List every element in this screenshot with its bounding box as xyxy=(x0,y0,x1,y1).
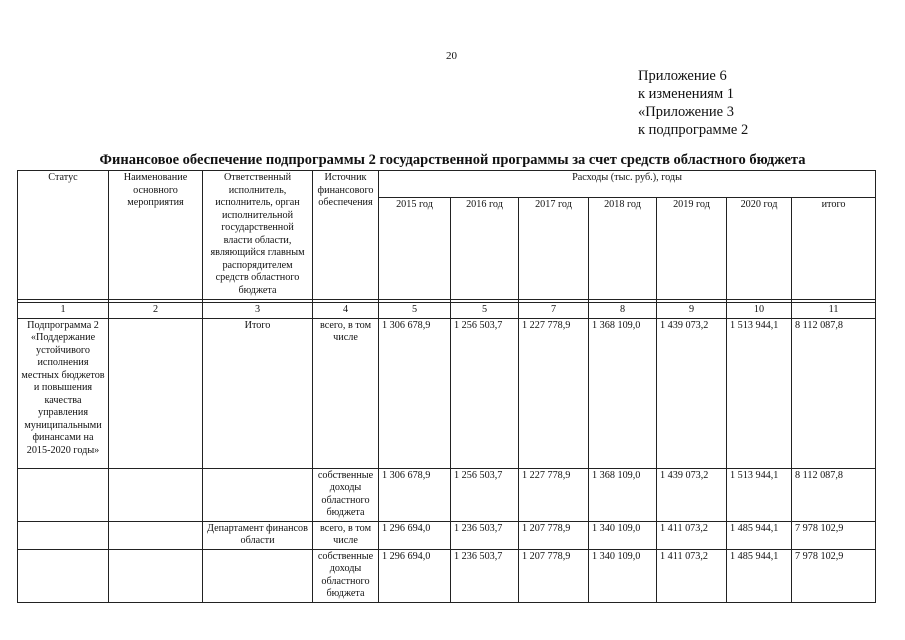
appendix-line: к изменениям 1 xyxy=(638,86,734,102)
row-value: 1 227 778,9 xyxy=(519,468,589,521)
header-status: Статус xyxy=(18,171,109,300)
appendix-line: Приложение 6 xyxy=(638,68,727,84)
appendix-line: «Приложение 3 xyxy=(638,104,734,120)
header-year: 2015 год xyxy=(379,198,451,300)
row-value: 1 296 694,0 xyxy=(379,549,451,602)
table-row xyxy=(18,521,876,549)
row-value: 1 513 944,1 xyxy=(727,468,792,521)
row-value: 1 411 073,2 xyxy=(657,521,727,549)
row-value: 1 306 678,9 xyxy=(379,468,451,521)
row-status xyxy=(18,549,109,602)
row-value: 1 485 944,1 xyxy=(727,549,792,602)
row-source: всего, в том числе xyxy=(313,521,379,549)
row-value: 1 340 109,0 xyxy=(589,549,657,602)
row-value-total: 8 112 087,8 xyxy=(792,468,876,521)
table-row xyxy=(18,318,876,468)
column-number: 9 xyxy=(657,303,727,319)
row-value: 1 485 944,1 xyxy=(727,521,792,549)
row-measure xyxy=(109,521,203,549)
financing-table xyxy=(17,170,876,603)
appendix-line: к подпрограмме 2 xyxy=(638,122,749,138)
column-number: 8 xyxy=(589,303,657,319)
row-source: всего, в том числе xyxy=(313,318,379,468)
row-value: 1 513 944,1 xyxy=(727,318,792,468)
row-value: 1 439 073,2 xyxy=(657,318,727,468)
column-number: 1 xyxy=(18,303,109,319)
table-row xyxy=(18,549,876,602)
row-status xyxy=(18,521,109,549)
row-value: 1 439 073,2 xyxy=(657,468,727,521)
header-year: 2016 год xyxy=(451,198,519,300)
row-value: 1 236 503,7 xyxy=(451,521,519,549)
row-measure xyxy=(109,318,203,468)
row-measure xyxy=(109,549,203,602)
row-value: 1 236 503,7 xyxy=(451,549,519,602)
header-year: 2019 год xyxy=(657,198,727,300)
header-year: 2020 год xyxy=(727,198,792,300)
header-responsible: Ответственный исполнитель, исполнитель, орган исполнительной государственной власти области, являющийся главным распорядителем средств областного бюджета xyxy=(203,171,313,300)
row-value: 1 306 678,9 xyxy=(379,318,451,468)
document-title: Финансовое обеспечение подпрограммы 2 государственной программы за счет средств областного бюджета xyxy=(99,152,806,168)
header-year: 2018 год xyxy=(589,198,657,300)
row-responsible xyxy=(203,549,313,602)
header-total: итого xyxy=(792,198,876,300)
header-measure: Наименование основного мероприятия xyxy=(109,171,203,300)
row-value: 1 368 109,0 xyxy=(589,468,657,521)
row-value-total: 7 978 102,9 xyxy=(792,521,876,549)
row-status xyxy=(18,468,109,521)
column-number: 2 xyxy=(109,303,203,319)
row-value: 1 296 694,0 xyxy=(379,521,451,549)
row-value: 1 340 109,0 xyxy=(589,521,657,549)
column-number: 5 xyxy=(451,303,519,319)
row-status: Подпрограмма 2 «Поддержание устойчивого исполнения местных бюджетов и повышения качества управления муниципальными финансами на 2015-2020 годы» xyxy=(18,318,109,468)
column-number: 3 xyxy=(203,303,313,319)
row-value-total: 8 112 087,8 xyxy=(792,318,876,468)
column-number-row xyxy=(18,303,876,319)
column-number: 4 xyxy=(313,303,379,319)
row-source: собственные доходы областного бюджета xyxy=(313,549,379,602)
page-number: 20 xyxy=(446,50,457,62)
row-responsible: Департамент финансов области xyxy=(203,521,313,549)
row-source: собственные доходы областного бюджета xyxy=(313,468,379,521)
column-number: 5 xyxy=(379,303,451,319)
row-value: 1 227 778,9 xyxy=(519,318,589,468)
header-year: 2017 год xyxy=(519,198,589,300)
row-responsible: Итого xyxy=(203,318,313,468)
appendix-block xyxy=(638,67,748,139)
header-expenses: Расходы (тыс. руб.), годы xyxy=(379,171,876,198)
table-row xyxy=(18,468,876,521)
row-value: 1 411 073,2 xyxy=(657,549,727,602)
column-number: 11 xyxy=(792,303,876,319)
column-number: 7 xyxy=(519,303,589,319)
row-measure xyxy=(109,468,203,521)
row-value: 1 207 778,9 xyxy=(519,549,589,602)
column-number: 10 xyxy=(727,303,792,319)
row-value: 1 256 503,7 xyxy=(451,468,519,521)
row-responsible xyxy=(203,468,313,521)
row-value: 1 207 778,9 xyxy=(519,521,589,549)
header-source: Источник финансового обеспечения xyxy=(313,171,379,300)
row-value: 1 368 109,0 xyxy=(589,318,657,468)
row-value: 1 256 503,7 xyxy=(451,318,519,468)
row-value-total: 7 978 102,9 xyxy=(792,549,876,602)
